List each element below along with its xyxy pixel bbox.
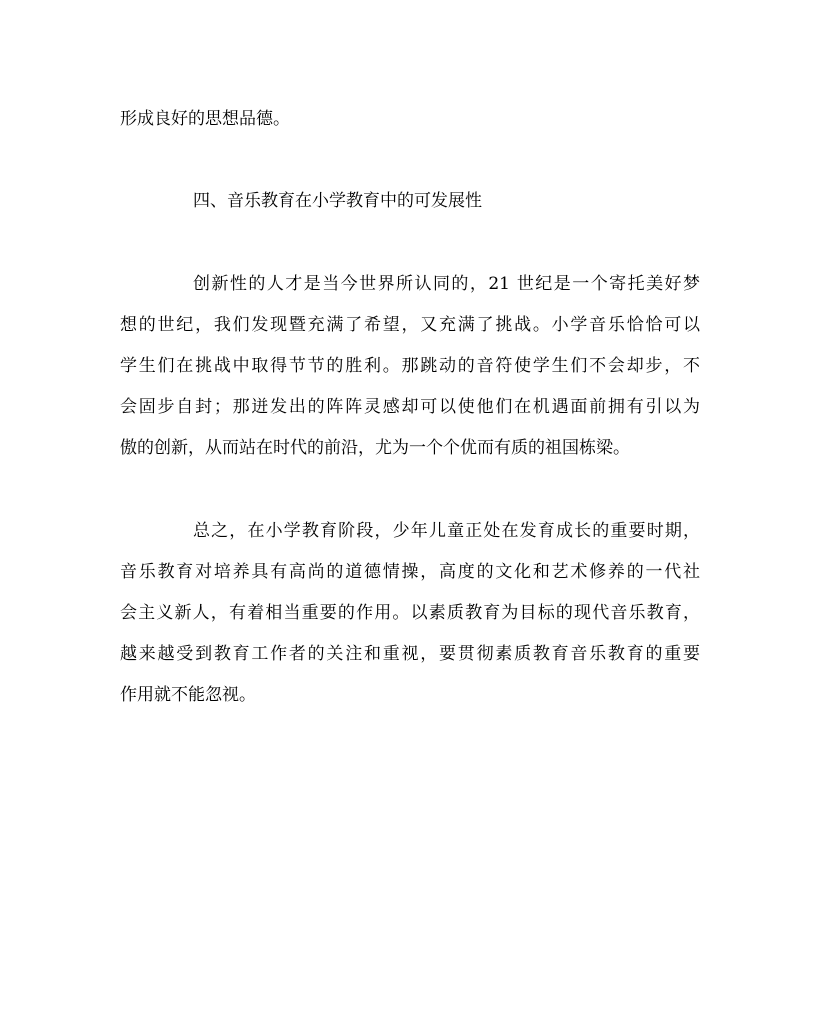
paragraph-line: 想的世纪，我们发现暨充满了希望，又充满了挑战。小学音乐恰恰可以 — [120, 315, 700, 335]
paragraph-line: 越来越受到教育工作者的关注和重视，要贯彻素质教育音乐教育的重要 — [120, 644, 700, 664]
paragraph-line: 会固步自封；那迸发出的阵阵灵感却可以使他们在机遇面前拥有引以为 — [120, 397, 700, 417]
paragraph-line: 音乐教育对培养具有高尚的道德情操，高度的文化和艺术修养的一代社 — [120, 562, 700, 582]
paragraph-line: 傲的创新，从而站在时代的前沿，尤为一个个优而有质的祖国栋梁。 — [120, 438, 630, 458]
section-heading: 四、音乐教育在小学教育中的可发展性 — [193, 191, 482, 211]
paragraph-line: 创新性的人才是当今世界所认同的，21 世纪是一个寄托美好梦 — [193, 274, 700, 294]
paragraph-line: 作用就不能忽视。 — [120, 685, 256, 705]
paragraph-line: 学生们在挑战中取得节节的胜利。那跳动的音符使学生们不会却步，不 — [120, 356, 700, 376]
paragraph-line: 总之，在小学教育阶段，少年儿童正处在发育成长的重要时期， — [193, 521, 700, 541]
carryover-line: 形成良好的思想品德。 — [120, 109, 290, 129]
paragraph-line: 会主义新人，有着相当重要的作用。以素质教育为目标的现代音乐教育， — [120, 603, 700, 623]
